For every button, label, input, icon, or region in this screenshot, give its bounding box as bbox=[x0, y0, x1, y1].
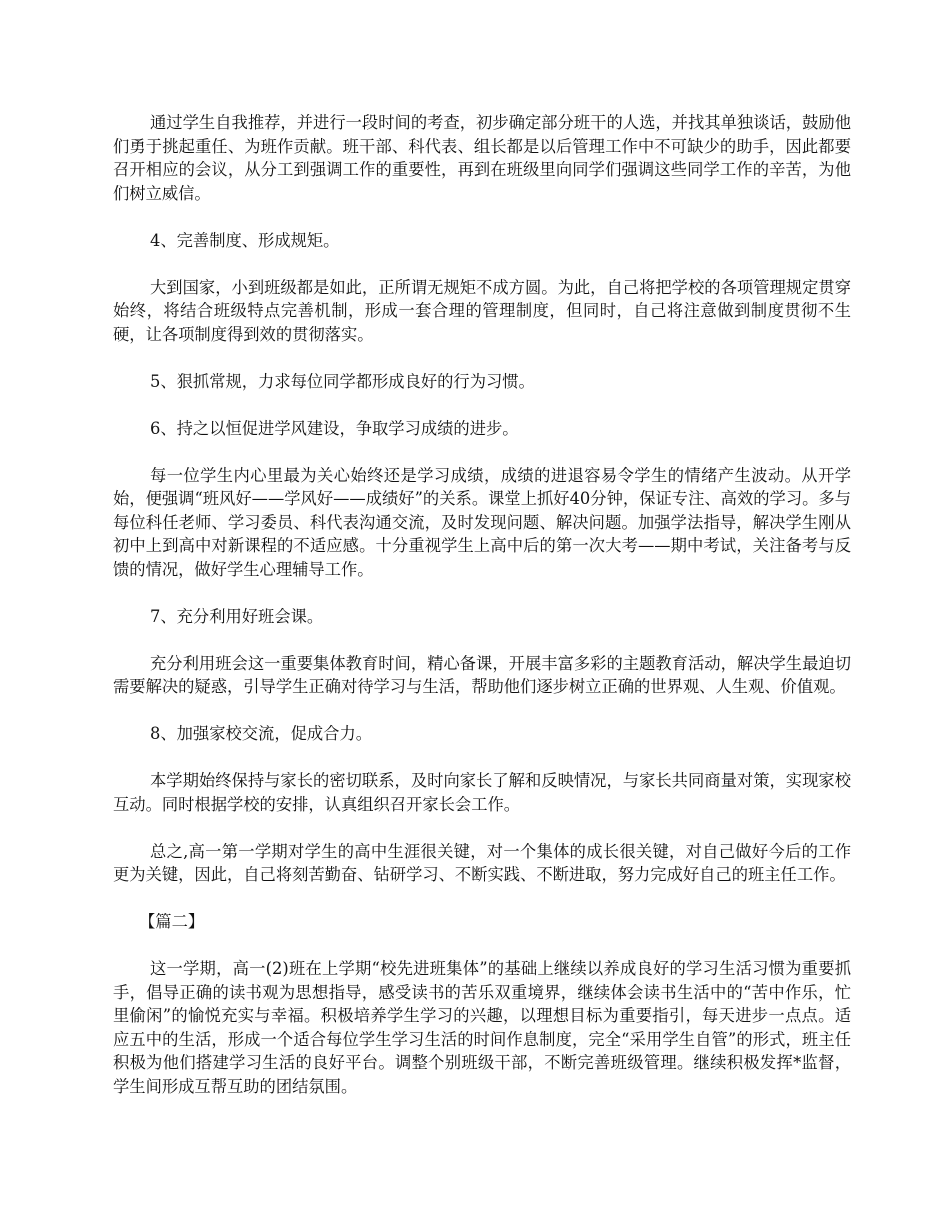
paragraph-study-style: 每一位学生内心里最为关心始终还是学习成绩，成绩的进退容易令学生的情绪产生波动。从开学始，便强调“班风好——学风好——成绩好”的关系。课堂上抓好40分钟，保证专注、高效的学习。多与每位科任老师、学习委员、科代表沟通交流，及时发现问题、解决问题。加强学法指导，解决学生刚从初中上到高中对新课程的不适应感。十分重视学生上高中后的第一次大考——期中考试，关注备考与反馈的情况，做好学生心理辅导工作。 bbox=[113, 465, 851, 579]
document-page bbox=[113, 111, 851, 1122]
section-title-part-two: 【篇二】 bbox=[139, 912, 205, 931]
paragraph-home-school: 本学期始终保持与家长的密切联系，及时向家长了解和反映情况，与家长共同商量对策，实现家校互动。同时根据学校的安排，认真组织召开家长会工作。 bbox=[113, 771, 851, 814]
paragraph-class-cadres: 通过学生自我推荐，并进行一段时间的考查，初步确定部分班干的人选，并找其单独谈话，鼓励他们勇于挑起重任、为班作贡献。班干部、科代表、组长都是以后管理工作中不可缺少的助手，因此都要召开相应的会议，从分工到强调工作的重要性，再到在班级里向同学们强调这些同学工作的辛苦，为他们树立威信。 bbox=[113, 113, 851, 203]
paragraph-class-meeting: 充分利用班会这一重要集体教育时间，精心备课，开展丰富多彩的主题教育活动，解决学生最迫切需要解决的疑惑，引导学生正确对待学习与生活，帮助他们逐步树立正确的世界观、人生观、价值观。 bbox=[113, 653, 851, 696]
heading-8-home-school: 8、加强家校交流，促成合力。 bbox=[150, 724, 373, 743]
heading-5-routine: 5、狠抓常规，力求每位同学都形成良好的行为习惯。 bbox=[150, 371, 535, 391]
paragraph-rules: 大到国家，小到班级都是如此，正所谓无规矩不成方圆。为此，自己将把学校的各项管理规定贯穿始终，将结合班级特点完善机制，形成一套合理的管理制度，但同时，自己将注意做到制度贯彻不生硬，让各项制度得到效的贯彻落实。 bbox=[113, 277, 851, 344]
heading-4-rules: 4、完善制度、形成规矩。 bbox=[150, 230, 340, 250]
paragraph-summary: 总之,高一第一学期对学生的高中生涯很关键，对一个集体的成长很关键，对自己做好今后的工作更为关键，因此，自己将刻苦勤奋、钻研学习、不断实践、不断进取，努力完成好自己的班主任工作。 bbox=[113, 841, 851, 884]
heading-6-study-style: 6、持之以恒促进学风建设，争取学习成绩的进步。 bbox=[150, 418, 519, 438]
paragraph-part-two: 这一学期，高一(2)班在上学期“校先进班集体”的基础上继续以养成良好的学习生活习惯为重要抓手，倡导正确的读书观为思想指导，感受读书的苦乐双重境界，继续体会读书生活中的“苦中作乐，忙里偷闲”的愉悦充实与幸福。积极培养学生学习的兴趣，以理想目标为重要指引，每天进步一点点。适应五中的生活，形成一个适合每位学生学习生活的时间作息制度，完全“采用学生自管”的形式，班主任积极为他们搭建学习生活的良好平台。调整个别班级干部，不断完善班级管理。继续积极发挥*监督，学生间形成互帮互助的团结氛围。 bbox=[113, 959, 851, 1096]
heading-7-class-meeting: 7、充分利用好班会课。 bbox=[150, 606, 324, 626]
